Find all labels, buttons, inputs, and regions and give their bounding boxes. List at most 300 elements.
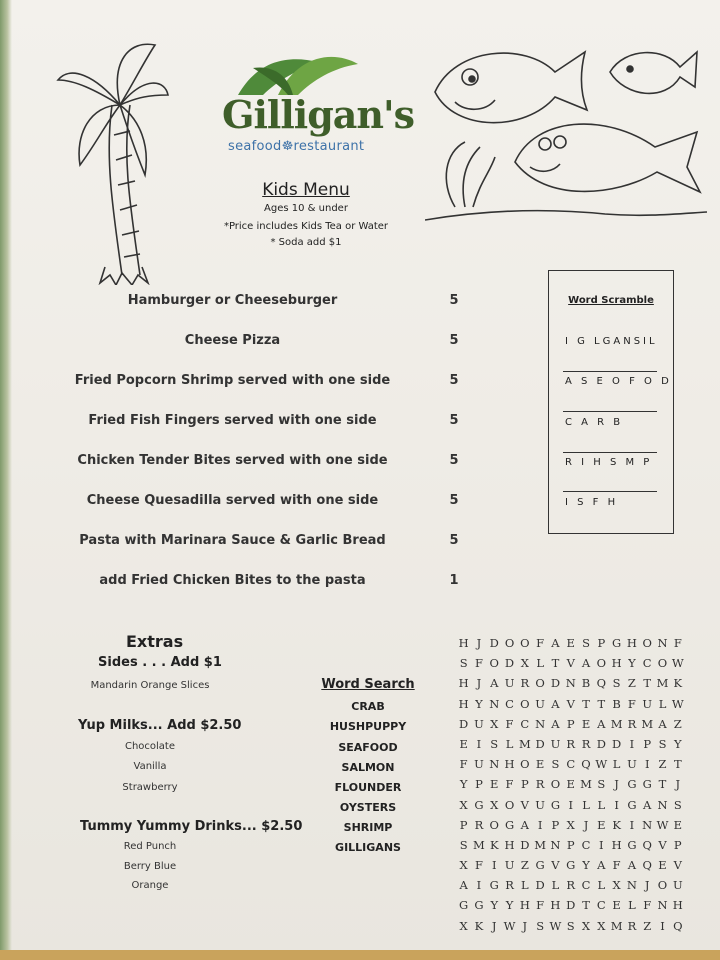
grid-letter[interactable]: T xyxy=(582,696,590,711)
grid-letter[interactable]: A xyxy=(597,858,606,873)
grid-row xyxy=(456,919,685,939)
search-word: CRAB xyxy=(351,700,385,713)
grid-letter[interactable]: E xyxy=(490,777,499,792)
grid-letter[interactable]: H xyxy=(611,656,622,671)
grid-letter[interactable]: F xyxy=(612,858,621,873)
grid-letter[interactable]: H xyxy=(672,898,683,913)
search-word: GILLIGANS xyxy=(335,841,401,854)
grid-letter[interactable]: W xyxy=(595,757,608,772)
grid-letter[interactable]: K xyxy=(673,676,683,691)
grid-letter[interactable]: R xyxy=(581,736,591,751)
grid-letter[interactable]: X xyxy=(597,918,606,933)
grid-letter[interactable]: R xyxy=(566,736,576,751)
grid-letter[interactable]: J xyxy=(476,676,482,691)
grid-letter[interactable]: L xyxy=(521,878,529,893)
grid-letter[interactable]: U xyxy=(474,716,484,731)
menu-item xyxy=(60,413,480,437)
age-note: Ages 10 & under xyxy=(264,203,348,214)
milks-heading: Yup Milks... Add $2.50 xyxy=(78,718,242,733)
grid-letter[interactable]: T xyxy=(643,676,652,691)
menu-item-name: Chicken Tender Bites served with one side xyxy=(77,453,388,468)
grid-letter[interactable]: O xyxy=(520,757,530,772)
grid-letter[interactable]: M xyxy=(534,837,547,852)
answer-line[interactable] xyxy=(563,491,657,492)
grid-row xyxy=(456,898,685,918)
grid-letter[interactable]: J xyxy=(644,878,650,893)
grid-letter[interactable]: A xyxy=(551,636,560,650)
grid-letter[interactable]: F xyxy=(474,858,483,873)
grid-letter[interactable]: U xyxy=(504,858,515,873)
grid-letter[interactable]: S xyxy=(673,797,682,812)
grid-letter[interactable]: Y xyxy=(475,696,483,711)
price-note: *Price includes Kids Tea or Water xyxy=(223,221,389,232)
grid-letter[interactable]: J xyxy=(522,918,528,933)
grid-letter[interactable]: W xyxy=(671,656,684,671)
grid-letter[interactable]: J xyxy=(583,817,589,832)
grid-letter[interactable]: D xyxy=(520,837,530,852)
grid-letter[interactable]: A xyxy=(490,676,499,691)
grid-letter[interactable]: E xyxy=(597,817,606,832)
grid-letter[interactable]: S xyxy=(536,918,545,933)
grid-letter[interactable]: Q xyxy=(642,858,652,873)
grid-letter[interactable]: T xyxy=(673,757,682,772)
menu-item-price: 5 xyxy=(449,293,459,308)
grid-letter[interactable]: D xyxy=(550,676,561,691)
grid-letter[interactable]: I xyxy=(629,736,635,751)
menu-item xyxy=(60,373,480,397)
grid-letter[interactable]: S xyxy=(612,676,621,691)
menu-item xyxy=(60,493,480,517)
grid-row xyxy=(456,717,685,737)
menu-item-name: Pasta with Marinara Sauce & Garlic Bread xyxy=(79,533,386,548)
grid-row xyxy=(456,777,685,797)
grid-letter[interactable]: U xyxy=(550,736,561,751)
grid-letter[interactable]: N xyxy=(626,878,637,893)
answer-line[interactable] xyxy=(563,411,657,412)
grid-letter[interactable]: F xyxy=(505,716,514,731)
grid-letter[interactable]: Y xyxy=(628,656,636,671)
grid-row xyxy=(456,858,685,878)
grid-letter[interactable]: P xyxy=(643,736,652,751)
menu-item-name: Cheese Quesadilla served with one side xyxy=(86,493,379,508)
grid-letter[interactable]: F xyxy=(459,757,468,772)
grid-letter[interactable]: F xyxy=(536,636,545,650)
grid-letter[interactable]: M xyxy=(656,676,669,691)
grid-row xyxy=(456,818,685,838)
scramble-word: R I H S M P xyxy=(565,457,653,468)
grid-letter[interactable]: T xyxy=(551,656,560,671)
grid-letter[interactable]: I xyxy=(660,918,665,933)
grid-letter[interactable]: Q xyxy=(581,757,591,772)
grid-letter[interactable]: O xyxy=(504,797,515,812)
grid-row xyxy=(456,757,685,777)
grid-letter[interactable]: A xyxy=(520,817,529,832)
menu-item-name: Fried Fish Fingers served with one side xyxy=(88,413,377,428)
grid-letter[interactable]: C xyxy=(642,656,652,671)
grid-letter[interactable]: X xyxy=(490,716,499,731)
grid-letter[interactable]: O xyxy=(489,817,499,832)
grid-row xyxy=(456,697,685,717)
grid-letter[interactable]: K xyxy=(612,817,621,832)
grid-letter[interactable]: F xyxy=(536,898,545,913)
grid-letter[interactable]: D xyxy=(504,656,515,671)
grid-letter[interactable]: O xyxy=(535,676,545,691)
grid-letter[interactable]: E xyxy=(581,716,591,731)
grid-letter[interactable]: G xyxy=(566,858,576,873)
grid-letter[interactable]: O xyxy=(520,636,530,650)
grid-letter[interactable]: I xyxy=(491,858,497,873)
grid-letter[interactable]: S xyxy=(597,777,606,792)
drink-option: Berry Blue xyxy=(123,861,177,872)
grid-letter[interactable]: L xyxy=(612,757,621,772)
grid-letter[interactable]: V xyxy=(566,656,575,671)
grid-letter[interactable]: R xyxy=(566,878,576,893)
scramble-word: I G LGANSIL xyxy=(565,336,658,347)
milk-option: Chocolate xyxy=(124,741,176,752)
scramble-word: I S F H xyxy=(565,497,619,508)
grid-letter[interactable]: X xyxy=(490,797,499,812)
grid-letter[interactable]: A xyxy=(643,797,652,812)
menu-item-name: add Fried Chicken Bites to the pasta xyxy=(99,573,366,588)
grid-letter[interactable]: J xyxy=(675,777,681,792)
grid-letter[interactable]: U xyxy=(535,696,545,711)
grid-letter[interactable]: A xyxy=(627,858,637,873)
menu-item-name: Cheese Pizza xyxy=(184,333,281,348)
grid-letter[interactable]: L xyxy=(505,736,514,751)
side-option: Mandarin Orange Slices xyxy=(90,680,210,691)
grid-letter[interactable]: P xyxy=(673,837,682,852)
search-word: SHRIMP xyxy=(343,821,393,834)
grid-letter[interactable]: I xyxy=(476,736,482,751)
grid-letter[interactable]: P xyxy=(520,777,529,792)
grid-letter[interactable]: J xyxy=(614,777,619,792)
grid-letter[interactable]: U xyxy=(474,757,484,772)
answer-line[interactable] xyxy=(563,452,657,453)
grid-letter[interactable]: O xyxy=(550,777,561,792)
grid-row xyxy=(456,737,685,757)
grid-letter[interactable]: G xyxy=(550,797,561,812)
grid-letter[interactable]: S xyxy=(551,757,560,772)
logo-tagline: seafood☸restaurant xyxy=(228,139,365,154)
word-scramble-title: Word Scramble xyxy=(568,295,654,306)
grid-letter[interactable]: S xyxy=(658,736,667,751)
milk-option: Vanilla xyxy=(133,761,167,772)
drinks-heading: Tummy Yummy Drinks... $2.50 xyxy=(80,819,303,834)
grid-letter[interactable]: N xyxy=(642,817,653,832)
grid-letter[interactable]: Y xyxy=(674,736,682,751)
grid-letter[interactable]: B xyxy=(581,676,591,691)
grid-letter[interactable]: G xyxy=(474,898,484,913)
grid-letter[interactable]: S xyxy=(490,736,499,751)
grid-letter[interactable]: E xyxy=(459,736,468,751)
grid-letter[interactable]: N xyxy=(657,898,668,913)
grid-letter[interactable]: N xyxy=(657,636,668,650)
grid-letter[interactable]: D xyxy=(535,736,545,751)
grid-letter[interactable]: I xyxy=(476,878,482,893)
grid-row xyxy=(456,838,685,858)
grid-letter[interactable]: Q xyxy=(673,918,683,933)
grid-letter[interactable]: L xyxy=(628,898,636,913)
grid-letter[interactable]: A xyxy=(551,716,560,731)
grid-letter[interactable]: R xyxy=(627,716,637,731)
grid-letter[interactable]: Z xyxy=(658,757,667,772)
word-search-grid[interactable] xyxy=(456,636,685,939)
grid-letter[interactable]: U xyxy=(504,676,515,691)
search-word: SALMON xyxy=(341,761,395,774)
grid-letter[interactable]: L xyxy=(582,797,590,812)
grid-letter[interactable]: H xyxy=(504,837,515,852)
grid-letter[interactable]: D xyxy=(596,736,606,751)
grid-letter[interactable]: T xyxy=(597,696,606,711)
grid-letter[interactable]: W xyxy=(656,817,669,832)
grid-letter[interactable]: R xyxy=(474,817,484,832)
grid-row xyxy=(456,636,685,656)
grid-letter[interactable]: L xyxy=(597,797,606,812)
grid-letter[interactable]: O xyxy=(489,656,499,671)
grid-letter[interactable]: X xyxy=(459,918,468,933)
grid-letter[interactable]: L xyxy=(551,878,560,893)
grid-letter[interactable]: C xyxy=(581,878,591,893)
search-word: SEAFOOD xyxy=(338,741,398,754)
menu-item-price: 5 xyxy=(449,493,459,508)
grid-letter[interactable]: Q xyxy=(596,676,607,691)
search-word: OYSTERS xyxy=(339,801,397,814)
grid-letter[interactable]: E xyxy=(673,817,682,832)
grid-letter[interactable]: G xyxy=(474,797,484,812)
grid-letter[interactable]: C xyxy=(596,898,606,913)
grid-letter[interactable]: Q xyxy=(642,837,652,852)
grid-letter[interactable]: C xyxy=(566,757,576,772)
grid-letter[interactable]: P xyxy=(566,716,575,731)
grid-letter[interactable]: G xyxy=(627,837,637,852)
extras-title: Extras xyxy=(126,632,184,651)
grid-letter[interactable]: I xyxy=(614,797,619,812)
menu-item-name: Hamburger or Cheeseburger xyxy=(127,293,338,308)
menu-item xyxy=(60,533,480,557)
grid-letter[interactable]: G xyxy=(504,817,515,832)
grid-letter[interactable]: X xyxy=(612,878,621,893)
grid-letter[interactable]: N xyxy=(489,696,500,711)
answer-line[interactable] xyxy=(563,371,657,372)
grid-letter[interactable]: N xyxy=(565,676,576,691)
grid-letter[interactable]: M xyxy=(610,716,623,731)
grid-letter[interactable]: H xyxy=(458,676,469,691)
grid-letter[interactable]: A xyxy=(658,716,667,731)
grid-letter[interactable]: E xyxy=(566,636,575,650)
grid-letter[interactable]: G xyxy=(612,636,622,650)
grid-letter[interactable]: M xyxy=(580,777,592,792)
grid-letter[interactable]: R xyxy=(535,777,545,792)
grid-letter[interactable]: D xyxy=(489,636,499,650)
grid-letter[interactable]: E xyxy=(535,757,545,772)
grid-letter[interactable]: A xyxy=(459,878,468,893)
grid-letter[interactable]: P xyxy=(566,837,575,852)
grid-letter[interactable]: P xyxy=(597,636,606,650)
grid-letter[interactable]: E xyxy=(658,858,667,873)
grid-letter[interactable]: D xyxy=(566,898,576,913)
drink-option: Red Punch xyxy=(123,841,177,852)
grid-letter[interactable]: G xyxy=(459,898,469,913)
grid-letter[interactable]: M xyxy=(610,918,623,933)
grid-letter[interactable]: I xyxy=(599,837,604,852)
grid-letter[interactable]: G xyxy=(535,858,545,873)
grid-letter[interactable]: G xyxy=(642,777,652,792)
grid-letter[interactable]: O xyxy=(520,696,530,711)
grid-letter[interactable]: H xyxy=(519,898,530,913)
grid-letter[interactable]: A xyxy=(551,696,560,711)
menu-item xyxy=(60,453,480,477)
grid-letter[interactable]: X xyxy=(581,918,591,933)
milk-option: Strawberry xyxy=(122,782,178,793)
grid-letter[interactable]: X xyxy=(520,656,529,671)
grid-letter[interactable]: T xyxy=(582,898,590,913)
grid-letter[interactable]: B xyxy=(612,696,621,711)
page-edge xyxy=(0,0,12,960)
grid-letter[interactable]: P xyxy=(475,777,483,792)
menu-item xyxy=(60,333,480,357)
grid-letter[interactable]: Y xyxy=(505,898,514,913)
grid-letter[interactable]: F xyxy=(474,656,483,671)
soda-note: * Soda add $1 xyxy=(270,237,342,248)
grid-letter[interactable]: G xyxy=(627,777,637,792)
grid-letter[interactable]: A xyxy=(597,716,606,731)
grid-letter[interactable]: W xyxy=(671,696,684,711)
grid-letter[interactable]: U xyxy=(535,797,545,812)
grid-letter[interactable]: Z xyxy=(520,858,529,873)
grid-letter[interactable]: U xyxy=(627,757,637,772)
grid-letter[interactable]: U xyxy=(642,696,653,711)
grid-letter[interactable]: H xyxy=(458,636,469,650)
grid-letter[interactable]: R xyxy=(627,918,637,933)
grid-letter[interactable]: D xyxy=(612,736,622,751)
grid-letter[interactable]: O xyxy=(642,636,652,650)
grid-letter[interactable]: C xyxy=(581,837,591,852)
grid-letter[interactable]: V xyxy=(551,858,560,873)
grid-row xyxy=(456,798,685,818)
grid-letter[interactable]: F xyxy=(627,696,636,711)
grid-row xyxy=(456,878,685,898)
grid-letter[interactable]: F xyxy=(673,636,682,650)
grid-letter[interactable]: M xyxy=(518,736,531,751)
grid-letter[interactable]: X xyxy=(459,858,468,873)
scramble-word: A S E O F O D xyxy=(565,376,672,387)
scramble-word: C A R B xyxy=(565,417,624,428)
menu-item-price: 5 xyxy=(449,533,459,548)
grid-letter[interactable]: S xyxy=(582,636,590,650)
grid-letter[interactable]: F xyxy=(643,898,652,913)
grid-letter[interactable]: I xyxy=(537,817,543,832)
grid-letter[interactable]: Y xyxy=(490,898,499,913)
grid-letter[interactable]: K xyxy=(474,918,484,933)
grid-letter[interactable]: Z xyxy=(673,716,682,731)
menu-item-price: 5 xyxy=(449,413,459,428)
grid-letter[interactable]: C xyxy=(505,696,514,711)
grid-letter[interactable]: G xyxy=(489,878,499,893)
grid-letter[interactable]: S xyxy=(566,918,575,933)
grid-letter[interactable]: T xyxy=(658,777,667,792)
grid-letter[interactable]: E xyxy=(566,777,575,792)
menu-item-price: 1 xyxy=(449,573,459,588)
grid-letter[interactable]: H xyxy=(504,757,515,772)
grid-letter[interactable]: R xyxy=(520,676,530,691)
table-edge xyxy=(0,950,720,960)
grid-letter[interactable]: H xyxy=(458,696,469,711)
menu-item xyxy=(60,573,480,597)
grid-letter[interactable]: R xyxy=(505,878,514,893)
grid-letter[interactable]: O xyxy=(657,656,668,671)
grid-letter[interactable]: I xyxy=(629,817,635,832)
grid-letter[interactable]: N xyxy=(489,757,500,772)
grid-letter[interactable]: L xyxy=(658,696,667,711)
grid-letter[interactable]: C xyxy=(520,716,530,731)
grid-letter[interactable]: N xyxy=(657,797,668,812)
grid-letter[interactable]: G xyxy=(627,797,637,812)
grid-letter[interactable]: Y xyxy=(582,858,590,873)
grid-letter[interactable]: W xyxy=(503,918,516,933)
grid-letter[interactable]: K xyxy=(489,837,499,852)
word-search-title: Word Search xyxy=(321,677,415,692)
grid-letter[interactable]: N xyxy=(535,716,546,731)
grid-letter[interactable]: H xyxy=(626,636,637,650)
grid-letter[interactable]: Z xyxy=(627,676,636,691)
grid-row xyxy=(456,656,685,676)
grid-letter[interactable]: M xyxy=(641,716,654,731)
grid-letter[interactable]: H xyxy=(550,898,561,913)
grid-letter[interactable]: V xyxy=(673,858,682,873)
menu-item xyxy=(60,293,480,317)
logo-wordmark: Gilligan's xyxy=(222,92,415,137)
grid-letter[interactable]: J xyxy=(491,918,497,933)
grid-letter[interactable]: E xyxy=(612,898,621,913)
grid-letter[interactable]: V xyxy=(520,797,529,812)
grid-letter[interactable]: V xyxy=(566,696,575,711)
grid-letter[interactable]: J xyxy=(476,636,482,650)
grid-letter[interactable]: S xyxy=(459,656,468,671)
menu-item-price: 5 xyxy=(449,333,459,348)
menu-item-price: 5 xyxy=(449,453,459,468)
grid-letter[interactable]: D xyxy=(459,716,469,731)
grid-letter[interactable]: L xyxy=(536,656,544,671)
grid-letter[interactable]: F xyxy=(505,777,514,792)
grid-letter[interactable]: Z xyxy=(643,918,652,933)
grid-letter[interactable]: H xyxy=(611,837,622,852)
sides-heading: Sides . . . Add $1 xyxy=(98,655,222,670)
grid-letter[interactable]: N xyxy=(550,837,561,852)
grid-letter[interactable]: X xyxy=(459,797,468,812)
menu-item-price: 5 xyxy=(449,373,459,388)
grid-letter[interactable]: W xyxy=(549,918,562,933)
grid-letter[interactable]: U xyxy=(672,878,683,893)
grid-letter[interactable]: S xyxy=(459,837,468,852)
grid-letter[interactable]: D xyxy=(535,878,545,893)
grid-letter[interactable]: V xyxy=(658,837,667,852)
grid-letter[interactable]: P xyxy=(551,817,560,832)
grid-letter[interactable]: O xyxy=(657,878,668,893)
grid-letter[interactable]: L xyxy=(597,878,606,893)
search-word: HUSHPUPPY xyxy=(329,720,407,733)
grid-letter[interactable]: I xyxy=(568,797,573,812)
grid-letter[interactable]: M xyxy=(473,837,485,852)
grid-letter[interactable]: P xyxy=(459,817,468,832)
grid-letter[interactable]: I xyxy=(644,757,650,772)
menu-title: Kids Menu xyxy=(262,180,350,200)
grid-letter[interactable]: Y xyxy=(459,777,468,792)
grid-letter[interactable]: X xyxy=(566,817,575,832)
grid-letter[interactable]: O xyxy=(504,636,515,650)
grid-letter[interactable]: A xyxy=(581,656,591,671)
menu-item-name: Fried Popcorn Shrimp served with one side xyxy=(74,373,391,388)
grid-letter[interactable]: O xyxy=(596,656,607,671)
